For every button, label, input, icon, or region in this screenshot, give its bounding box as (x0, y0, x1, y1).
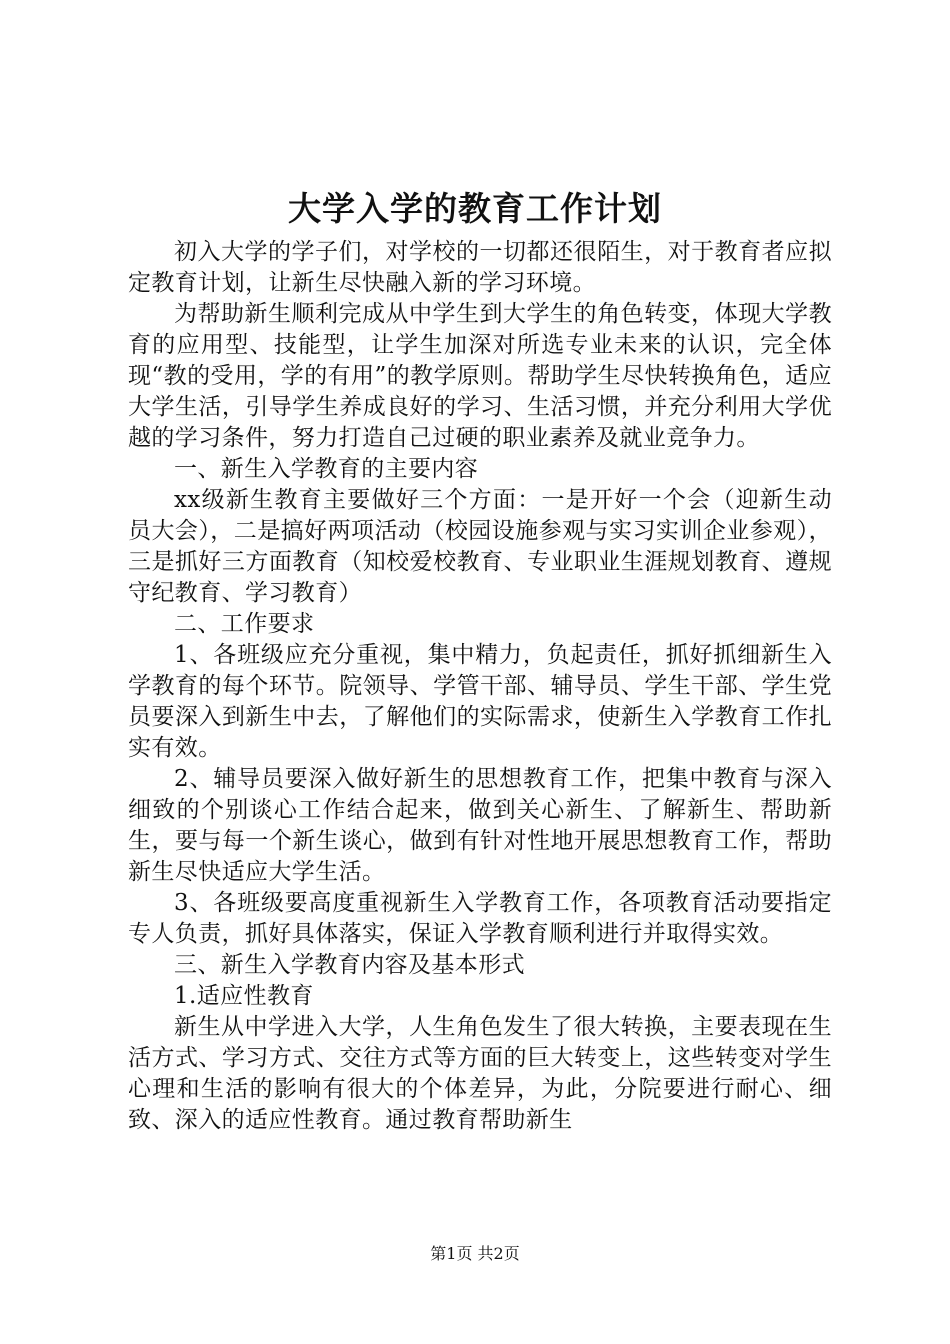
section-heading-2: 二、工作要求 (174, 611, 315, 637)
paragraph-adaptation: 新生从中学进入大学，人生角色发生了很大转换，主要表现在生活方式、学习方式、交往方式等方面的巨大转变上，这些转变对学生心理和生活的影响有很大的个体差异，为此，分院要进行耐心、细致、深入的适应性教育。通过教育帮助新生 (128, 1014, 832, 1133)
document-body (128, 237, 832, 1136)
paragraph-requirement-3: 3、各班级要高度重视新生入学教育工作，各项教育活动要指定专人负责，抓好具体落实，保证入学教育顺利进行并取得实效。 (128, 890, 832, 947)
paragraph-requirement-2: 2、辅导员要深入做好新生的思想教育工作，把集中教育与深入细致的个别谈心工作结合起来，做到关心新生、了解新生、帮助新生，要与每一个新生谈心，做到有针对性地开展思想教育工作，帮助新生尽快适应大学生活。 (128, 766, 832, 885)
subsection-heading-1: 1.适应性教育 (174, 983, 314, 1009)
paragraph-main-content: xx级新生教育主要做好三个方面：一是开好一个会（迎新生动员大会），二是搞好两项活动（校园设施参观与实习实训企业参观），三是抓好三方面教育（知校爱校教育、专业职业生涯规划教育、遵规守纪教育、学习教育） (128, 487, 832, 606)
section-heading-1: 一、新生入学教育的主要内容 (174, 456, 479, 482)
paragraph-purpose: 为帮助新生顺利完成从中学生到大学生的角色转变，体现大学教育的应用型、技能型，让学生加深对所选专业未来的认识，完全体现“教的受用，学的有用”的教学原则。帮助学生尽快转换角色，适应大学生活，引导学生养成良好的学习、生活习惯，并充分利用大学优越的学习条件，努力打造自己过硬的职业素养及就业竞争力。 (128, 301, 832, 451)
document-title: 大学入学的教育工作计划 (288, 189, 662, 228)
section-heading-3: 三、新生入学教育内容及基本形式 (174, 952, 525, 978)
page-footer: 第1页 共2页 (430, 1244, 520, 1263)
paragraph-requirement-1: 1、各班级应充分重视，集中精力，负起责任，抓好抓细新生入学教育的每个环节。院领导、学管干部、辅导员、学生干部、学生党员要深入到新生中去，了解他们的实际需求，使新生入学教育工作扎实有效。 (128, 642, 832, 761)
paragraph-intro: 初入大学的学子们，对学校的一切都还很陌生，对于教育者应拟定教育计划，让新生尽快融入新的学习环境。 (128, 239, 832, 296)
